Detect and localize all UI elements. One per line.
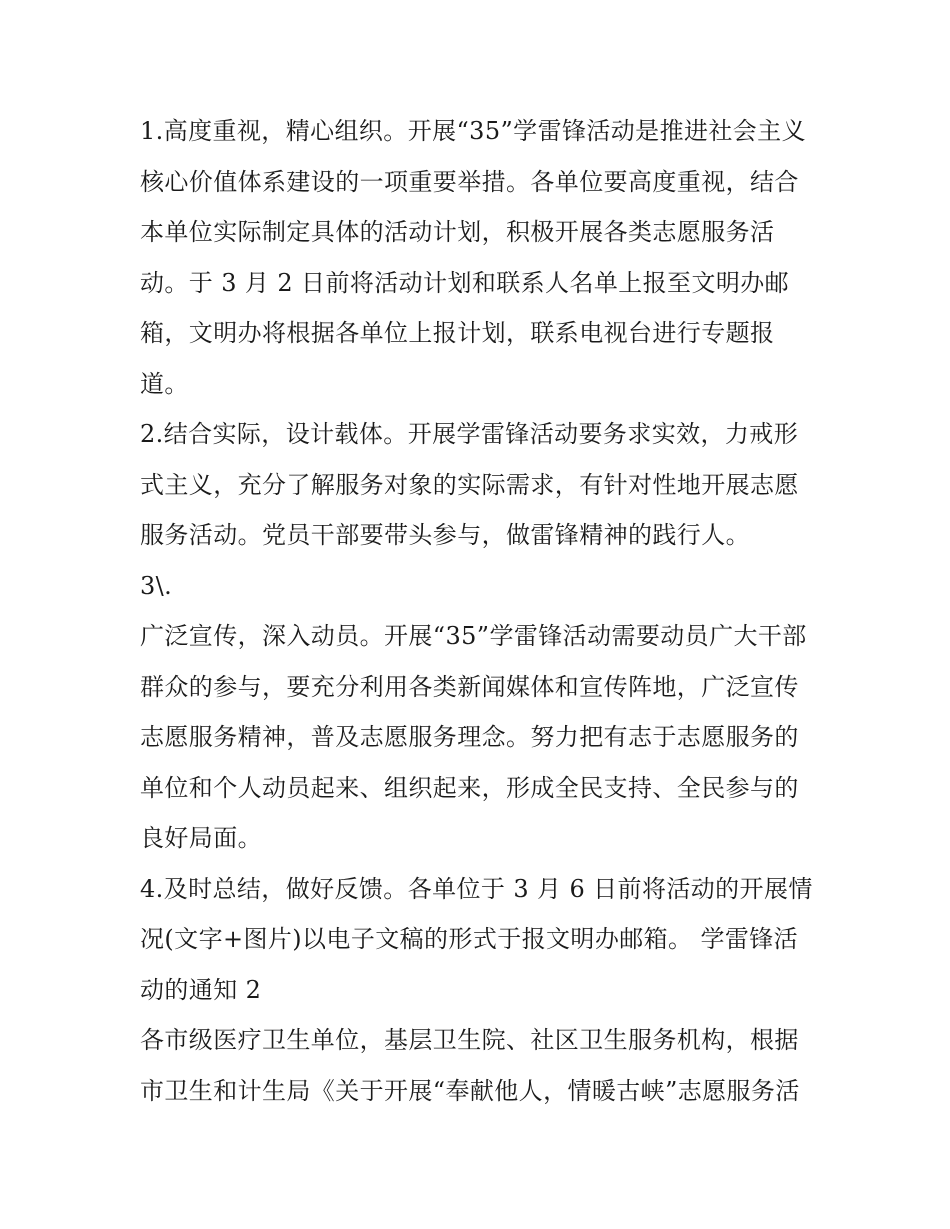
- text-line: 服务活动。党员干部要带头参与，做雷锋精神的践行人。: [140, 521, 750, 549]
- text-line: 箱，文明办将根据各单位上报计划，联系电视台进行专题报: [140, 319, 775, 347]
- text-line: 市卫生和计生局《关于开展“奉献他人，情暖古峡”志愿服务活: [140, 1076, 800, 1105]
- text-line: 2.结合实际，设计载体。开展学雷锋活动要务求实效，力戒形: [140, 420, 799, 448]
- text-line: 3\.: [140, 571, 173, 600]
- text-line: 本单位实际制定具体的活动计划，积极开展各类志愿服务活: [140, 218, 775, 246]
- text-line: 各市级医疗卫生单位，基层卫生院、社区卫生服务机构，根据: [140, 1026, 799, 1054]
- text-line: 1.高度重视，精心组织。开展“35”学雷锋活动是推进社会主义: [140, 117, 806, 145]
- text-line: 道。: [140, 369, 189, 398]
- text-line: 况(文字+图片)以电子文稿的形式于报文明办邮箱。 学雷锋活: [140, 925, 799, 953]
- text-line: 良好局面。: [140, 824, 262, 852]
- text-line: 动。于 3 月 2 日前将活动计划和联系人名单上报至文明办邮: [140, 268, 790, 297]
- text-line: 单位和个人动员起来、组织起来，形成全民支持、全民参与的: [140, 773, 799, 802]
- text-line: 群众的参与，要充分利用各类新闻媒体和宣传阵地，广泛宣传: [140, 672, 799, 701]
- text-line: 4.及时总结，做好反馈。各单位于 3 月 6 日前将活动的开展情: [140, 874, 813, 903]
- document-body: [140, 106, 820, 1116]
- text-line: 核心价值体系建设的一项重要举措。各单位要高度重视，结合: [140, 167, 799, 196]
- text-line: 动的通知 2: [140, 975, 262, 1004]
- text-line: 广泛宣传，深入动员。开展“35”学雷锋活动需要动员广大干部: [140, 622, 807, 650]
- text-line: 志愿服务精神，普及志愿服务理念。努力把有志于志愿服务的: [140, 723, 799, 751]
- text-line: 式主义，充分了解服务对象的实际需求，有针对性地开展志愿: [140, 470, 799, 499]
